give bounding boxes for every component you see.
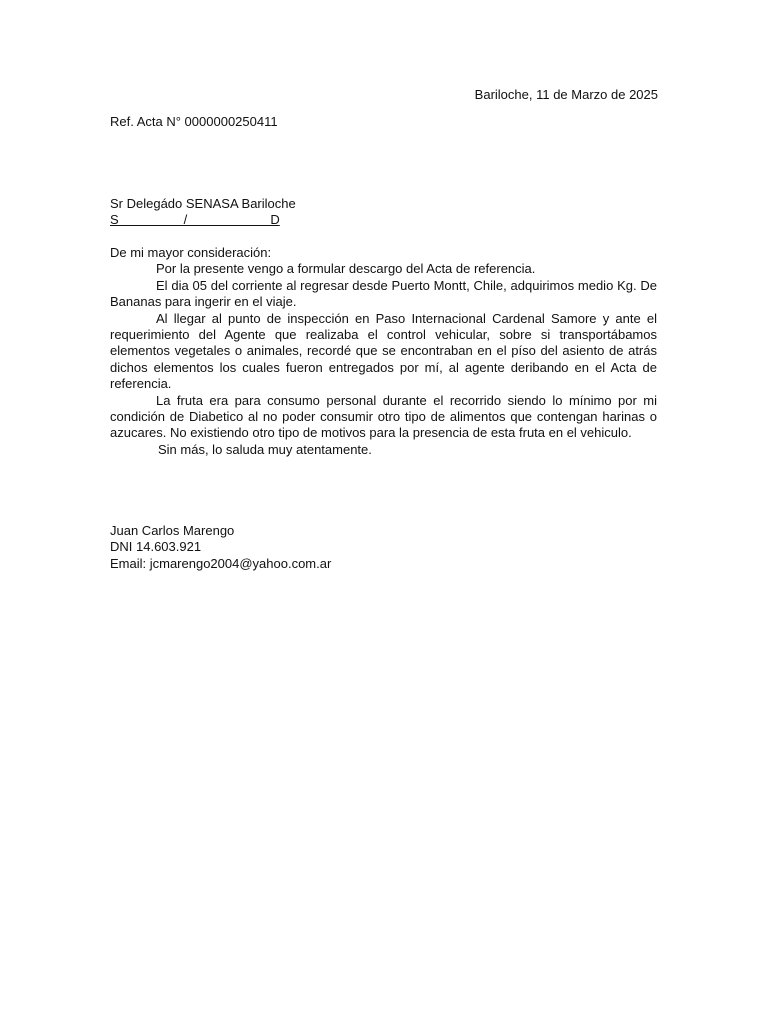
salutation: De mi mayor consideración:	[110, 245, 272, 260]
addressee-name: Sr Delegádo SENASA Bariloche	[110, 196, 296, 211]
paragraph-3: Al llegar al punto de inspección en Paso Internacional Cardenal Samore y ante el requerimiento del Agente que realizaba el control vehicular, sobre si transportábamos elementos vegetales o animales, recordé que se encontraban en el píso del asiento de atrás dichos elementos los cuales fueron entregados por mí, al agente deribando en el Acta de referencia.	[110, 310, 657, 392]
paragraph-2: El dia 05 del corriente al regresar desde Puerto Montt, Chile, adquirimos medio Kg. De Bananas para ingerir en el viaje.	[110, 277, 657, 310]
signature-dni: DNI 14.603.921	[110, 539, 202, 555]
letter-body	[110, 245, 657, 458]
closing-line: Sin más, lo saluda muy atentamente.	[158, 441, 372, 457]
paragraph-4: La fruta era para consumo personal durante el recorrido siendo lo mínimo por mi condición de Diabetico al no poder consumir otro tipo de alimentos que contengan harinas o azucares. No existiendo otro tipo de motivos para la presencia de esta fruta en el vehiculo.	[110, 392, 657, 441]
signature-name: Juan Carlos Marengo	[110, 523, 235, 538]
addressee-block	[110, 196, 657, 229]
date-line: Bariloche, 11 de Marzo de 2025	[474, 87, 658, 102]
signature-block	[110, 523, 657, 572]
reference-line: Ref. Acta N° 0000000250411	[110, 114, 278, 129]
signature-email: Email: jcmarengo2004@yahoo.com.ar	[110, 555, 332, 571]
paragraph-1: Por la presente vengo a formular descargo del Acta de referencia.	[156, 261, 536, 277]
addressee-sd-line: S / D	[110, 212, 280, 228]
